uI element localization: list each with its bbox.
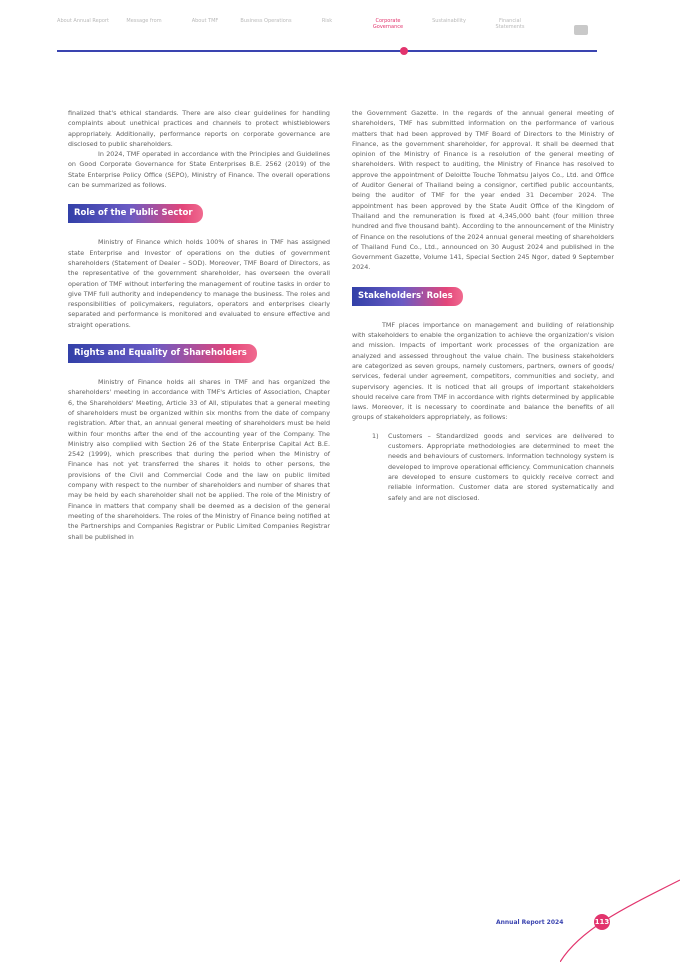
government-gazette-paragraph: the Government Gazette. In the regards of the annual general meeting of shareholders, TMF has submitted information on the performance of various matters that had been approved by TMF Board of Directors to the Ministry of Finance, as the government shareholder, for approval. It shall be deemed that opinion of the Ministry of Finance is a resolution of the general meeting of shareholders. With respect to auditing, the Ministry of Finance has resolved to approve the appointment of Deloitte Touche Tohmatsu Jaiyos Co., Ltd. and Office of Auditor General of Thailand being a consignor, certified public accountants, being the auditor of TMF for the year ended 31 December 2024. The appointment has been approved by the State Audit Office of the Kingdom of Thailand and the remuneration is fixed at 4,345,000 baht (four million three hundred and five thousand baht). According to the announcement of the Ministry of Finance on the resolutions of the 2024 annual general meeting of shareholders of Thailand Fund Co., Ltd., announced on 30 August 2024 and published in the Government Gazette, Volume 141, Special Section 245 Ngor, dated 9 September 2024. [352,109,614,272]
intro-paragraph: finalized that's ethical standards. There are also clear guidelines for handling complaints about unethical practices and channels to protect whistleblowers appropriately. Additionally, performance reports on corporate governance are disclosed to public shareholders. [68,109,330,148]
decorative-curve [560,860,680,962]
shareholders-paragraph: Ministry of Finance holds all shares in TMF and has organized the shareholders' meeting in accordance with TMF's Articles of Association, Chapter 6, the Shareholders' Meeting, Article 33 of All, stipulates that a general meeting of shareholders must be organized within six months from the date of company registration. After that, an annual general meeting of shareholders must be held within four months after the end of the accounting year of the Company. The Ministry also complied with Section 26 of the State Enterprise Capital Act B.E. 2542 (1999), which prescribes that during the period when the Ministry of Finance has not yet transferred the shares it holds to other persons, the provisions of the Civil and Commercial Code and the law on public limited company with respect to the number of shareholders and number of shares that may be held by each shareholder shall not be applied. The role of the Ministry of Finance in matters that company shall be deemed as a decision of the general meeting of the shareholders. The roles of the Ministry of Finance being notified at the Partnerships and Companies Registrar or Public Limited Companies Registrar shall be published in [68,378,330,541]
nav-active-marker [400,47,408,55]
list-item-text: Customers – Standardized goods and services are delivered to customers. Appropriate methodologies are determined to meet the needs and behaviours of customers. Information technology system is developed to improve operational efficiency. Communication channels are developed to ensure customers to quickly receive correct and reliable information. Customer data are stored systematically and safely and are not disclosed. [388,431,614,502]
page-number-badge: 113 [594,914,610,930]
nav-item-message[interactable]: Message from [126,18,162,24]
home-icon[interactable] [574,25,588,35]
right-column [352,108,614,503]
list-item-number: 1) [372,431,379,440]
list-item [372,431,614,503]
nav-progress-line [57,50,597,52]
nav-item-business-operations[interactable]: Business Operations [240,18,292,24]
nav-item-financial-statements[interactable]: Financial Statements [495,18,525,30]
intro-paragraph-2: In 2024, TMF operated in accordance with the Principles and Guidelines on Good Corporate Governance for State Enterprises B.E. 2562 (2019) of the State Enterprise Policy Office (SEPO), Ministry of Finance. The overall operations can be summarized as follows. [68,150,330,190]
public-sector-paragraph: Ministry of Finance which holds 100% of shares in TMF has assigned state Enterprise and Investor of operations on the duties of government shareholders (Statement of Dealer – SOD). Moreover, TMF Board of Directors, as the representative of the government shareholder, has overseen the overall operation of TMF without interfering the management of routine tasks in order to give TMF full authority and independency to manage the business. The roles and responsibilities of policymakers, regulators, operators and enterprises clearly separated and performance is monitored and evaluated to ensure effective and straight operations. [68,238,330,329]
section-heading-shareholders: Rights and Equality of Shareholders [68,344,257,363]
stakeholders-paragraph: TMF places importance on management and building of relationship with stakeholders to enable the organization to achieve the organization's vision and mission. Impacts of important work processes of the organization are analyzed and assessed throughout the value chain. The business stakeholders are categorized as seven groups, namely customers, partners, owners of goods/ services, federal under agreement, competitors, communities and society, and supervisory agencies. It is noticed that all groups of important stakeholders should receive care from TMF in accordance with rights determined by applicable laws. Moreover, it is necessary to coordinate and balance the benefits of all groups of stakeholders appropriately, as follows: [352,320,614,422]
section-heading-public-sector: Role of the Public Sector [68,204,203,223]
nav-item-about-tmf[interactable]: About TMF [191,18,219,24]
nav-item-about-report[interactable]: About Annual Report [57,18,109,24]
nav-item-corporate-governance[interactable]: Corporate Governance [372,18,404,30]
nav-item-sustainability[interactable]: Sustainability [432,18,466,24]
footer-report-label: Annual Report 2024 [496,919,564,926]
top-navigation [57,18,597,54]
nav-item-risk[interactable]: Risk [321,18,333,24]
section-heading-stakeholders: Stakeholders' Roles [352,287,463,306]
left-column [68,108,330,542]
